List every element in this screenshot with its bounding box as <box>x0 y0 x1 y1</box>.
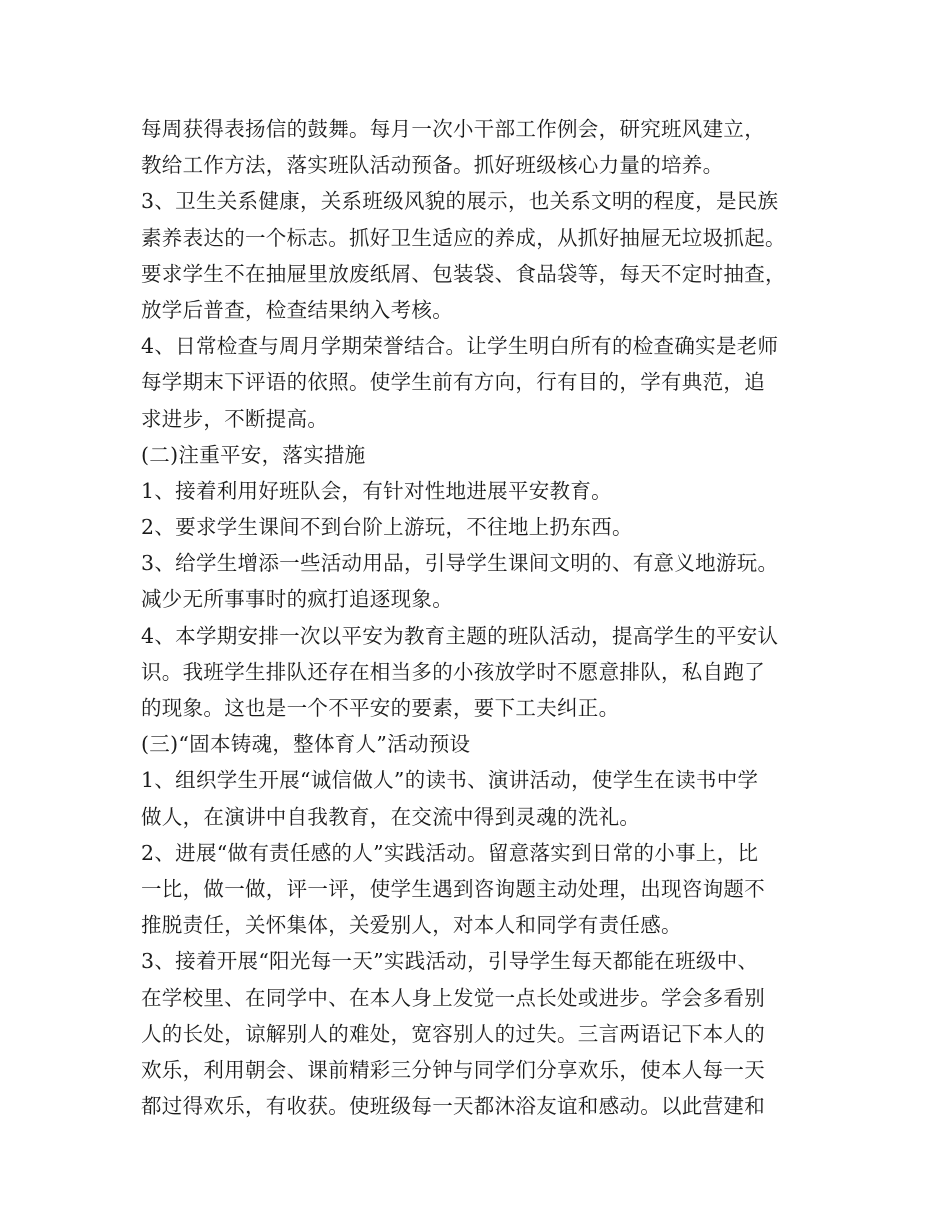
text-line: 3、卫生关系健康，关系班级风貌的展示，也关系文明的程度，是民族 <box>141 189 779 214</box>
document-body <box>141 111 831 1124</box>
text-line: 3、接着开展“阳光每一天”实践活动，引导学生每天都能在班级中、 <box>141 949 759 974</box>
text-line: 人的长处，谅解别人的难处，宽容别人的过失。三言两语记下本人的 <box>141 1021 765 1046</box>
text-line: 减少无所事事时的疯打追逐现象。 <box>141 587 453 612</box>
section-heading: (二)注重平安，落实措施 <box>141 442 366 467</box>
text-line: 一比，做一做，评一评，使学生遇到咨询题主动处理，出现咨询题不 <box>141 876 765 901</box>
text-line: 1、组织学生开展“诚信做人”的读书、演讲活动，使学生在读书中学 <box>141 768 759 793</box>
text-line: 2、进展“做有责任感的人”实践活动。留意落实到日常的小事上，比 <box>141 840 759 865</box>
text-line: 每周获得表扬信的鼓舞。每月一次小干部工作例会，研究班风建立， <box>141 117 765 141</box>
text-line: 教给工作方法，落实班队活动预备。抓好班级核心力量的培养。 <box>141 153 724 178</box>
section-heading: (三)“固本铸魂，整体育人”活动预设 <box>141 732 471 757</box>
text-line: 4、本学期安排一次以平安为教育主题的班队活动，提高学生的平安认 <box>141 623 779 648</box>
text-line: 每学期末下评语的依照。使学生前有方向，行有目的，学有典范，追 <box>141 370 765 395</box>
text-line: 在学校里、在同学中、在本人身上发觉一点长处或进步。学会多看别 <box>141 985 765 1010</box>
text-line: 要求学生不在抽屉里放废纸屑、包装袋、食品袋等，每天不定时抽查， <box>141 261 786 286</box>
text-line: 都过得欢乐，有收获。使班级每一天都沐浴友谊和感动。以此营建和 <box>141 1094 765 1119</box>
text-line: 欢乐，利用朝会、课前精彩三分钟与同学们分享欢乐，使本人每一天 <box>141 1057 765 1082</box>
text-line: 4、日常检查与周月学期荣誉结合。让学生明白所有的检查确实是老师 <box>141 334 779 359</box>
text-line: 3、给学生增添一些活动用品，引导学生课间文明的、有意义地游玩。 <box>141 551 779 576</box>
text-line: 识。我班学生排队还存在相当多的小孩放学时不愿意排队，私自跑了 <box>141 659 765 684</box>
text-line: 推脱责任，关怀集体，关爱别人，对本人和同学有责任感。 <box>141 913 682 938</box>
text-line: 素养表达的一个标志。抓好卫生适应的养成，从抓好抽屉无垃圾抓起。 <box>141 225 786 250</box>
text-line: 求进步，不断提高。 <box>141 406 329 431</box>
text-line: 1、接着利用好班队会，有针对性地进展平安教育。 <box>141 478 612 503</box>
text-line: 做人，在演讲中自我教育，在交流中得到灵魂的洗礼。 <box>141 804 641 829</box>
text-line: 放学后普查，检查结果纳入考核。 <box>141 297 453 322</box>
text-line: 2、要求学生课间不到台阶上游玩，不往地上扔东西。 <box>141 515 633 540</box>
text-line: 的现象。这也是一个不平安的要素，要下工夫纠正。 <box>141 696 620 720</box>
